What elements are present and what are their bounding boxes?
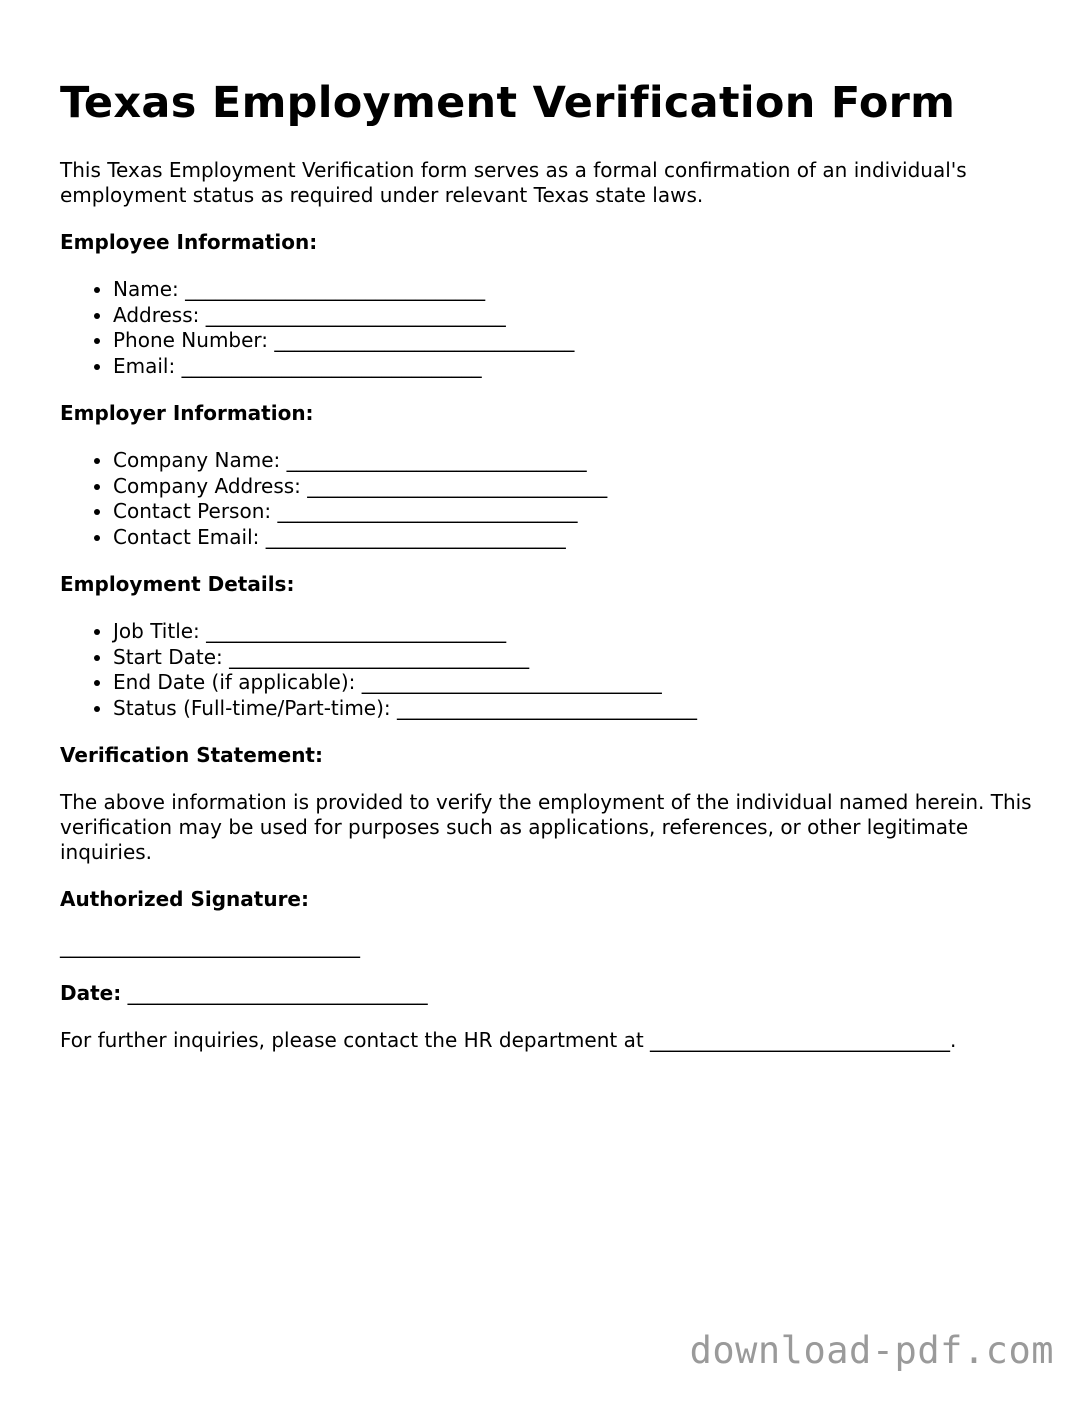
- list-item: [113, 499, 1050, 525]
- contact-email-blank: ______________________________: [265, 524, 566, 549]
- list-item: [113, 277, 1050, 303]
- field-label: Contact Person:: [113, 499, 272, 523]
- list-item: [113, 328, 1050, 354]
- list-item: [113, 474, 1050, 500]
- footer-period: .: [950, 1028, 957, 1052]
- job-title-blank: ______________________________: [206, 619, 507, 643]
- end-date-blank: ______________________________: [361, 670, 662, 694]
- employee-info-heading: Employee Information:: [60, 230, 318, 254]
- company-name-blank: ______________________________: [286, 448, 587, 472]
- list-item: [113, 619, 1050, 645]
- field-label: Email:: [113, 353, 176, 378]
- employer-info-list: [60, 448, 1050, 550]
- list-item: [113, 303, 1050, 329]
- watermark: download-pdf.com: [689, 1329, 1054, 1372]
- email-blank: ______________________________: [181, 353, 482, 378]
- status-blank: ______________________________: [397, 695, 698, 720]
- date-row: [60, 981, 1050, 1006]
- name-blank: ______________________________: [185, 277, 486, 301]
- list-item: [113, 696, 1050, 722]
- employer-info-heading: Employer Information:: [60, 401, 314, 425]
- hr-contact-blank: ______________________________: [650, 1028, 951, 1052]
- field-label: Phone Number:: [113, 328, 269, 352]
- employment-details-heading: Employment Details:: [60, 572, 295, 596]
- address-blank: ______________________________: [205, 302, 506, 327]
- footer-text: For further inquiries, please contact the HR department at: [60, 1028, 644, 1052]
- list-item: [113, 525, 1050, 551]
- document-page: [60, 78, 1050, 1053]
- page-title: Texas Employment Verification Form: [60, 78, 956, 128]
- field-label: Status (Full-time/Part-time):: [113, 695, 391, 720]
- contact-person-blank: ______________________________: [277, 499, 578, 523]
- date-blank: ______________________________: [127, 981, 428, 1005]
- signature-line: ______________________________: [60, 934, 360, 958]
- field-label: Address:: [113, 302, 200, 327]
- start-date-blank: ______________________________: [229, 644, 530, 669]
- field-label: Start Date:: [113, 644, 223, 669]
- phone-blank: ______________________________: [274, 328, 575, 352]
- signature-heading: Authorized Signature:: [60, 887, 309, 911]
- field-label: Contact Email:: [113, 524, 260, 549]
- field-label: Job Title:: [113, 619, 200, 643]
- verification-heading: Verification Statement:: [60, 743, 323, 767]
- field-label: Company Name:: [113, 448, 281, 472]
- list-item: [113, 670, 1050, 696]
- company-address-blank: ______________________________: [307, 473, 608, 498]
- employee-info-list: [60, 277, 1050, 379]
- intro-paragraph: This Texas Employment Verification form serves as a formal confirmation of an individual's employment status as required under relevant Texas state laws.: [60, 158, 967, 207]
- list-item: [113, 645, 1050, 671]
- verification-paragraph: The above information is provided to verify the employment of the individual named herein. This verification may be used for purposes such as applications, references, or other legitimate inquiries.: [60, 790, 1032, 864]
- employment-details-list: [60, 619, 1050, 721]
- field-label: End Date (if applicable):: [113, 670, 356, 694]
- field-label: Name:: [113, 277, 179, 301]
- date-label: Date:: [60, 981, 122, 1005]
- list-item: [113, 448, 1050, 474]
- field-label: Company Address:: [113, 473, 301, 498]
- list-item: [113, 354, 1050, 380]
- footer-paragraph: [60, 1028, 1050, 1053]
